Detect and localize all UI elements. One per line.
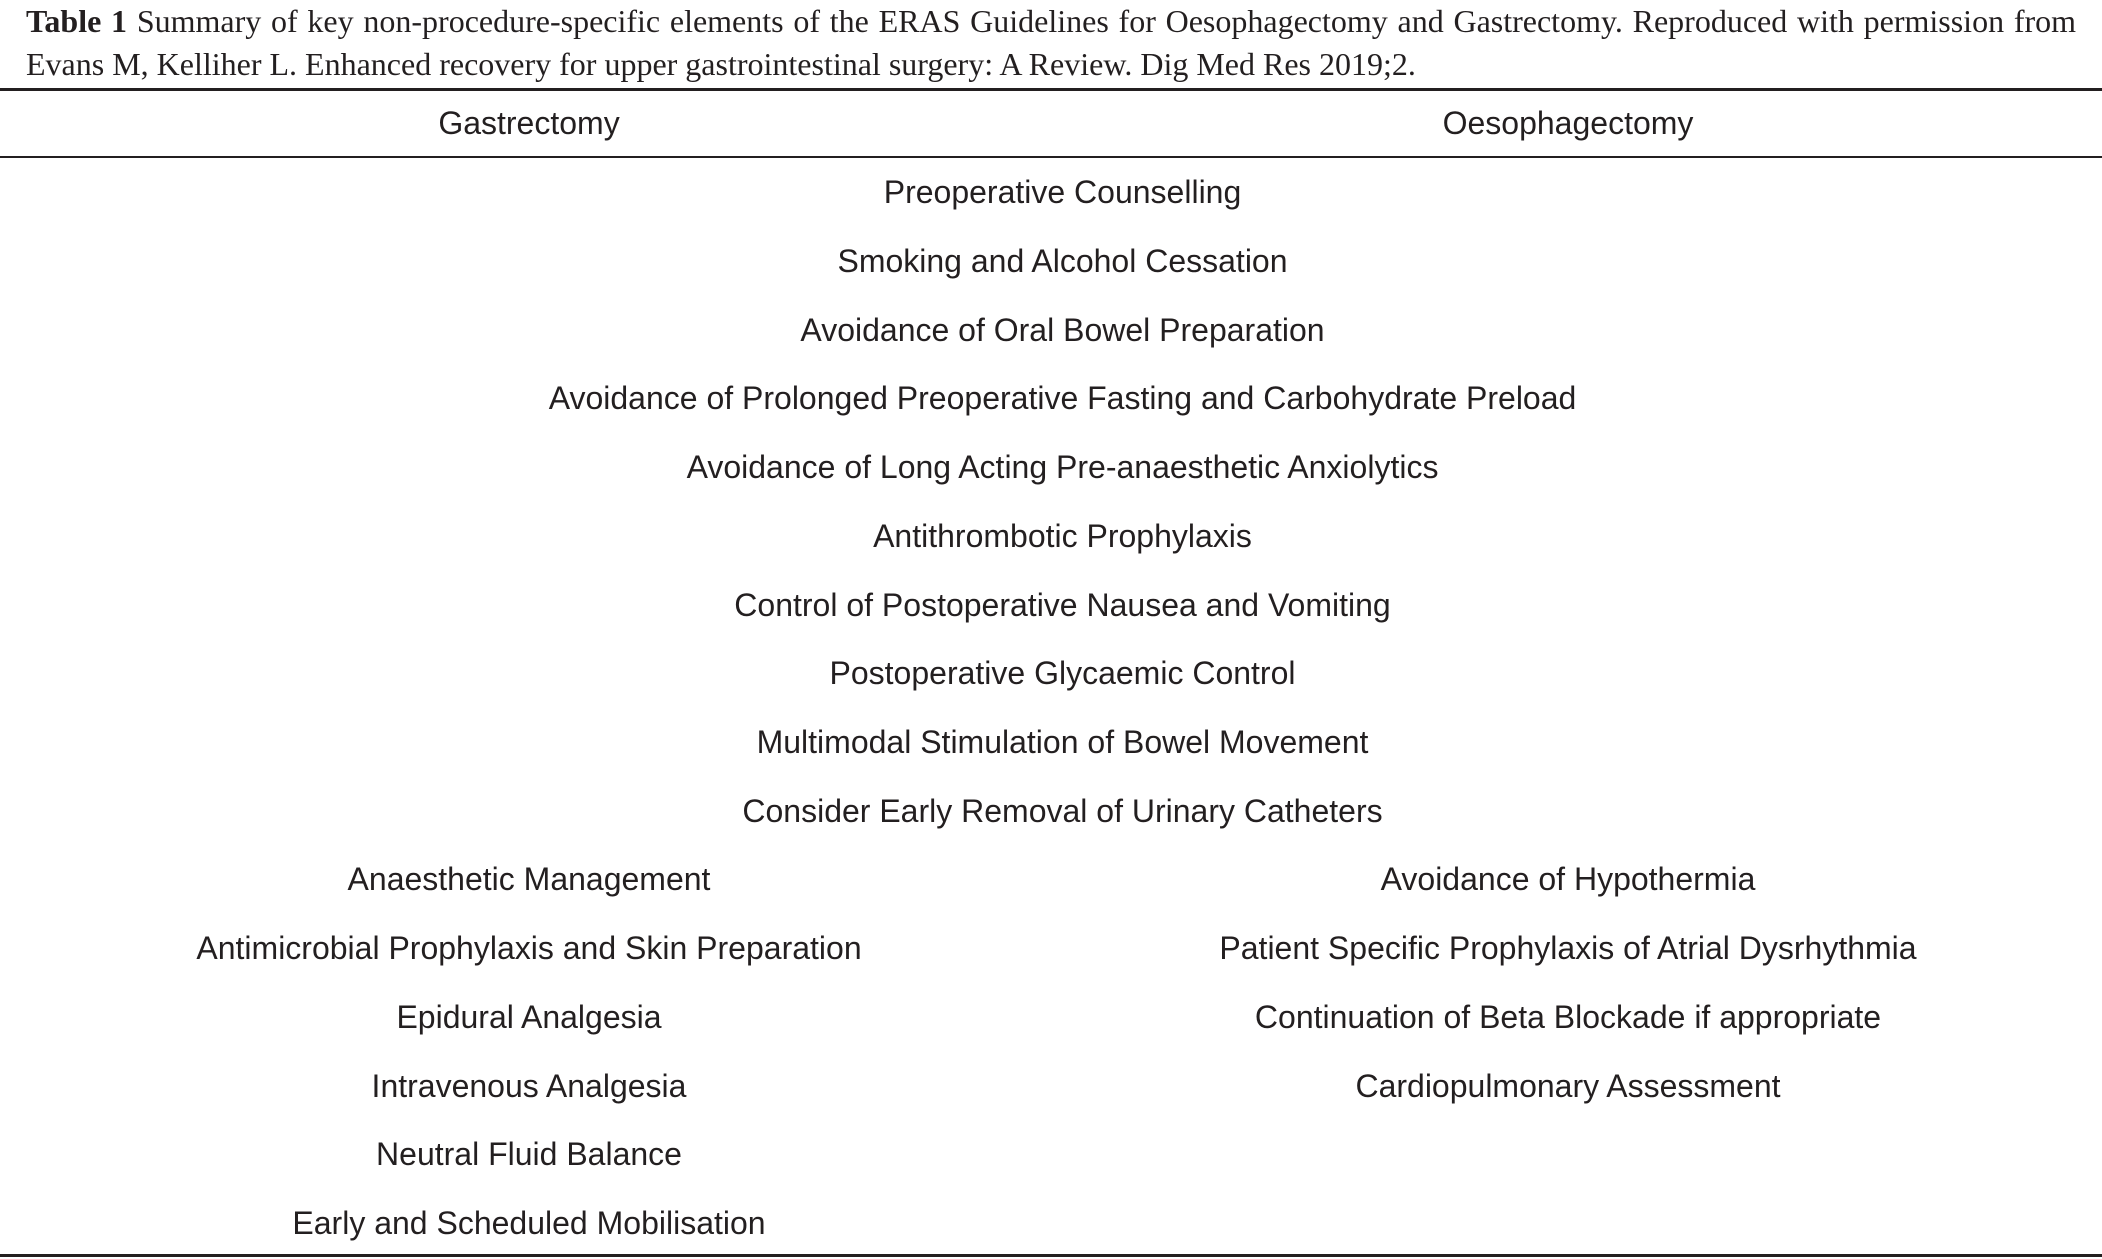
shared-row: Avoidance of Long Acting Pre-anaesthetic Anxiolytics xyxy=(686,449,1439,485)
shared-row: Multimodal Stimulation of Bowel Movement xyxy=(756,724,1369,760)
oesophagectomy-row: Continuation of Beta Blockade if appropriate xyxy=(1254,999,1882,1035)
gastrectomy-row: Neutral Fluid Balance xyxy=(376,1136,682,1172)
table-caption xyxy=(26,0,2076,86)
oesophagectomy-row: Patient Specific Prophylaxis of Atrial Dysrhythmia xyxy=(1219,930,1917,966)
shared-row: Postoperative Glycaemic Control xyxy=(829,655,1296,691)
table-header-rule xyxy=(0,156,2102,158)
table-label: Table 1 xyxy=(26,3,128,39)
shared-row: Consider Early Removal of Urinary Catheters xyxy=(742,793,1383,829)
column-header-gastrectomy: Gastrectomy xyxy=(438,105,620,141)
gastrectomy-row: Early and Scheduled Mobilisation xyxy=(292,1205,766,1241)
gastrectomy-row: Intravenous Analgesia xyxy=(371,1068,687,1104)
column-header-oesophagectomy: Oesophagectomy xyxy=(1442,105,1694,141)
table-top-rule xyxy=(0,88,2102,91)
shared-row: Preoperative Counselling xyxy=(883,174,1242,210)
gastrectomy-row: Epidural Analgesia xyxy=(396,999,662,1035)
gastrectomy-row: Antimicrobial Prophylaxis and Skin Preparation xyxy=(196,930,862,966)
shared-row: Avoidance of Prolonged Preoperative Fasting and Carbohydrate Preload xyxy=(548,380,1577,416)
oesophagectomy-row: Cardiopulmonary Assessment xyxy=(1355,1068,1781,1104)
shared-row: Avoidance of Oral Bowel Preparation xyxy=(800,312,1325,348)
shared-row: Antithrombotic Prophylaxis xyxy=(873,518,1252,554)
oesophagectomy-row: Avoidance of Hypothermia xyxy=(1380,861,1756,897)
table-bottom-rule xyxy=(0,1254,2102,1257)
shared-row: Smoking and Alcohol Cessation xyxy=(837,243,1288,279)
table-caption-text: Summary of key non-procedure-specific elements of the ERAS Guidelines for Oesophagectomy and Gastrectomy. Reproduced with permission from Evans M, Kelliher L. Enhanced recovery for upper gastrointestinal surgery: A Review. Dig Med Res 2019;2. xyxy=(26,3,2077,82)
gastrectomy-row: Anaesthetic Management xyxy=(347,861,711,897)
shared-row: Control of Postoperative Nausea and Vomiting xyxy=(734,587,1391,623)
